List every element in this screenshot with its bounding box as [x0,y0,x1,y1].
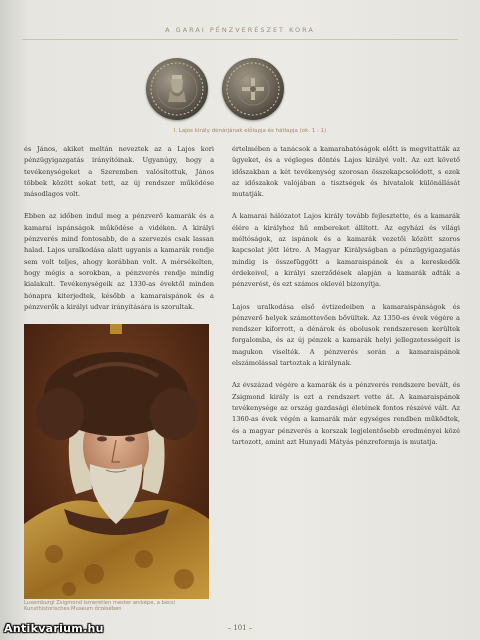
left-text-column [24,144,214,324]
paragraph: és János, akiket meltán neveztek az a Lajos kori pénzügyigazgatás irányítóinak. Ugyanúgy, hogy a tevékenységeket a Szeremben valósítottuk, János többek között sokat tett, az új rendszer működése másodlagos volt. [24,145,214,199]
paragraph: Az évszázad végére a kamarák és a pénzverés rendszere bevált, és Zsigmond király is ezt a rendszert vette át. A kamaraispánok tevékenysége az ország gazdasági életének fontos részévé vált. Az 1360-as évek végén a kamarák már egységes rendben működtek, és a magyar pénzverés a korszak legjelentősebb eredményei közé tartozott, amint azt Hunyadi Mátyás pénzreformja is mutatja. [232,381,460,446]
coin-reverse-image [222,58,284,120]
coin-caption: I. Lajos király dénárjának előlapja és hátlapja (ok. 1 : 1) [173,128,327,134]
header-rule [22,39,458,40]
paragraph: Lajos uralkodása első évtizedeiben a kamaraispánságok és pénzverő helyek számottevően bővültek. Az 1350-es évek végére a rendszer kiforrott, a dénárok és obolusok rendszeresen kerültek forgalomba, és az új pénzek a kamarák helyi jellegzetességeit is magukon viselték. A pénzverés során a kamaraispánok elszámolással tartoztak a királynak. [232,302,460,368]
coin-obverse-icon [146,58,208,120]
portrait-icon [24,324,209,599]
coin-obverse-image [146,58,208,120]
watermark-logo: Antikvarium.hu [4,622,104,635]
portrait-caption: Luxemburgi Zsigmond ismeretlen mester arcképe, a bécsi Kunsthistorisches Museum őrzésében [24,600,176,612]
portrait-painting [24,324,209,599]
running-head: A GARAI PÉNZVERÉSZET KORA [165,26,315,34]
paragraph: A kamarai hálózatot Lajos király tovább fejlesztette, és a kamarák élére a királyhoz hű embereket állított. Az egyházi és világi méltóságok, az ispánok és a kamarák vezetői között szoros kapcsolat jött létre. A Magyar Királyságban a pénzügyigazgatás mindig is összefüggött a kamaraispánok és a kereskedők érdekeivel, a királyi szerződések alapján a kamarák adták a pénzverést, és ezt számos oklevél bizonyítja. [232,212,460,289]
paragraph: értelmében a tanácsok a kamarahatóságok előtt is megvitatták az ügyeket, és a végleges döntés Lajos királyé volt. Az ezt követő időszakban a két tevékenység szorosan összekapcsolódott, s ezek az időszakok valójában a tisztségek és hivatalok különállását mutatják. [232,145,460,199]
right-text-column [232,144,460,622]
page-number: – 101 – [227,624,253,632]
coin-reverse-icon [222,58,284,120]
paragraph: Ebben az időben indul meg a pénzverő kamarák és a kamarai ispánságok működése a vidéken. A királyi pénzverés mind fontosabb, de a szervezés csak lassan halad. Lajos uralkodása alatt ugyanis a kamarák rendje sem volt teljes, ahogy korábban volt. A mérsékelten, hogy mégis a sorokban, a pénzverés rendje mindig kialakult. Tevékenységeik az 1330-as évektől minden hónapra kiterjedtek, később a kamaraispánok és a pénzverők a királyi udvar irányítására is szorultak. [24,212,214,311]
